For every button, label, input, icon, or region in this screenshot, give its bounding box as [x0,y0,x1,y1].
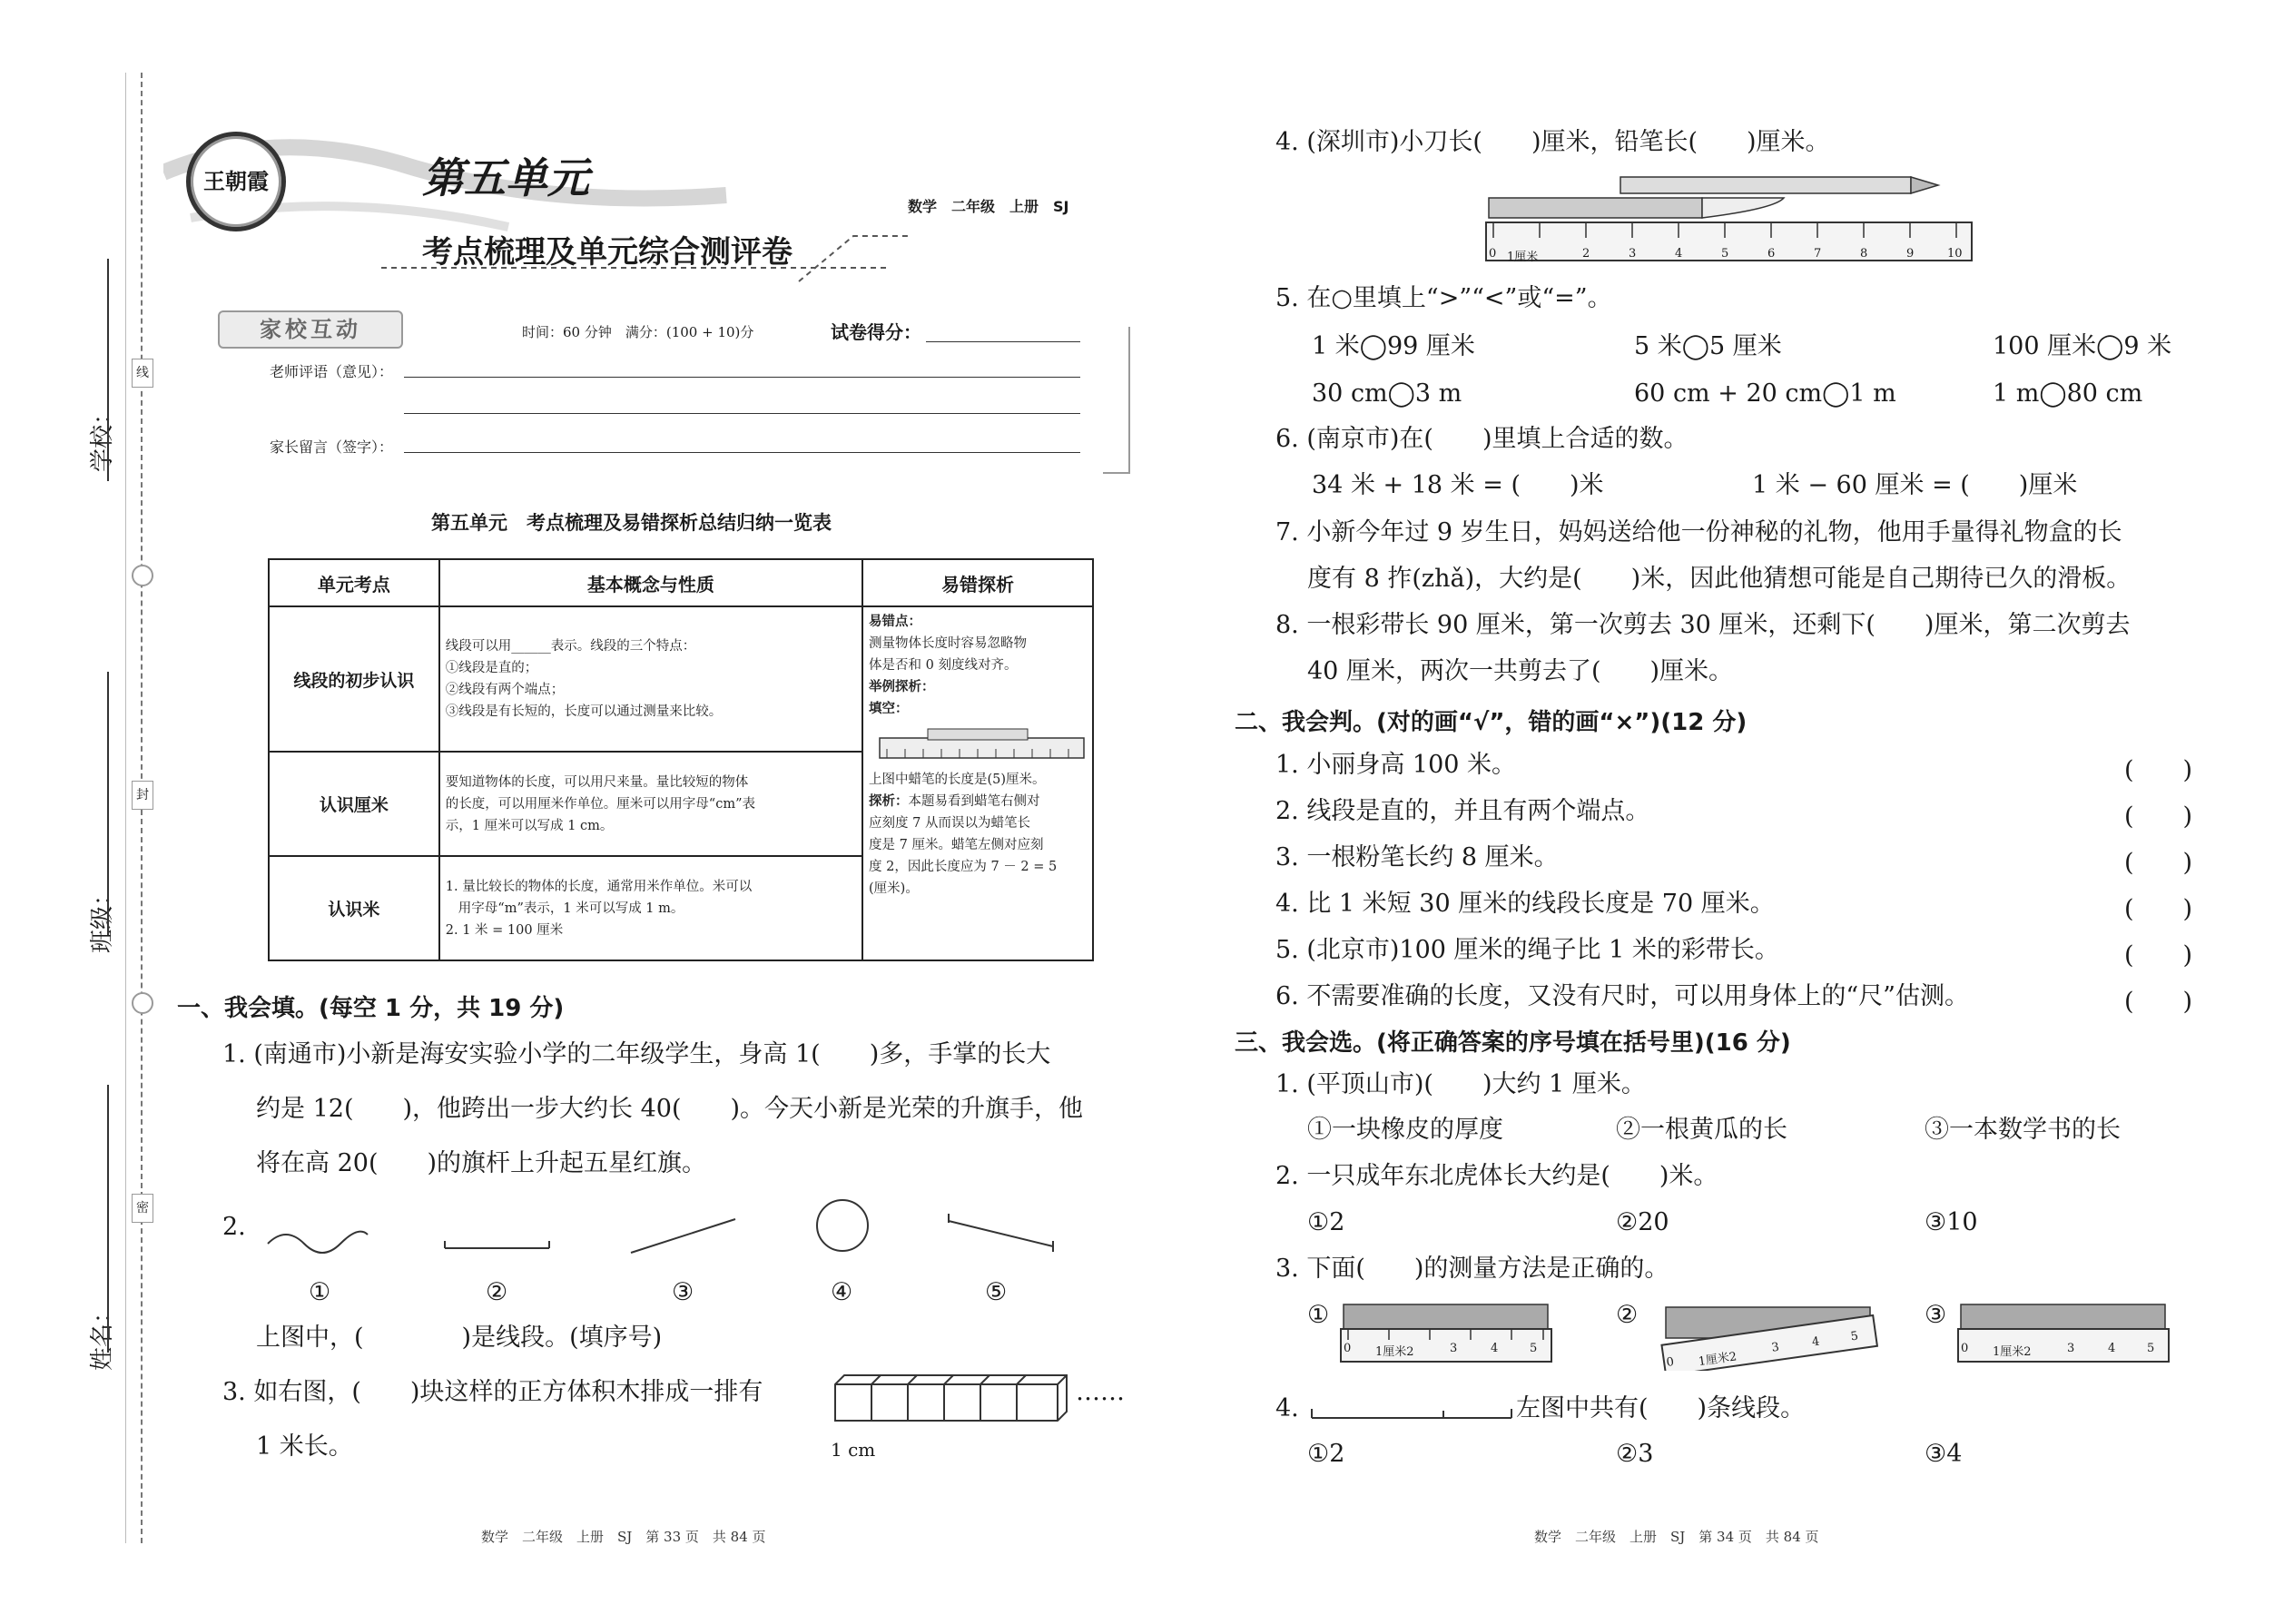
s1-q3-unit: 1 cm [831,1439,876,1461]
fig-label-4: ④ [831,1278,853,1306]
s1-q7-line2: 度有 8 拃(zhǎ)，大约是( )米，因此他猜想可能是自己期待已久的滑板。 [1307,565,2132,593]
book-info: 数学 二年级 上册 SJ [908,198,1069,215]
class-line [107,672,109,935]
s1-q3-dots: …… [1076,1378,1125,1406]
segment-count-figure [1307,1398,1516,1425]
segment-figure-2 [949,1214,1053,1252]
error-analysis: 易错点： 测量物体长度时容易忽略物 体是否和 0 刻度线对齐。 举例探析： 填空： 上图中蜡笔的长度是(5)厘米。 探析：本题易看到蜡笔右侧对 应刻度 7 从而误以为蜡笔长 度是 7 厘米。蜡笔左侧对应刻 度 2，因此长度应为 7 － 2 = 5 (厘米)。 [862,606,1093,960]
time-score: 时间：60 分钟 满分：(100 + 10)分 [522,324,754,340]
summary-title: 第五单元 考点梳理及易错探析总结归纳一览表 [431,512,832,534]
section1-title: 一、我会填。(每空 1 分，共 19 分) [177,995,565,1022]
s1-q5-item4: 30 cm◯3 m [1312,379,1462,408]
s3-q3-label2: ② [1616,1301,1639,1329]
s3-q4: 左图中共有( )条线段。 [1516,1394,1806,1422]
s2-bracket-6[interactable]: ( ) [2124,988,2193,1016]
footer-left: 数学 二年级 上册 SJ 第 33 页 共 84 页 [481,1529,766,1545]
summary-table [268,558,1094,961]
s3-q3-label1: ① [1307,1301,1330,1329]
s3-q3: 3. 下面( )的测量方法是正确的。 [1275,1255,1669,1283]
class-label: 班级： [89,881,116,953]
seal-mark-1: 线 [132,359,153,388]
s1-q2-text: 上图中，( )是线段。(填序号) [256,1324,663,1352]
s2-bracket-3[interactable]: ( ) [2124,849,2193,877]
s1-q3-line2: 1 米长。 [256,1432,353,1461]
cube-row-figure [831,1371,1076,1425]
logo-seal [186,132,286,231]
kp-segment: 线段的初步认识 [269,606,439,752]
s2-item1: 1. 小丽身高 100 米。 [1275,751,1517,779]
s1-q7-line1: 7. 小新今年过 9 岁生日，妈妈送给他一份神秘的礼物，他用手量得礼物盒的长 [1275,518,2122,546]
s3-q1-opt2: ②一根黄瓜的长 [1616,1116,1787,1144]
s3-q4-opt1: ①2 [1307,1440,1345,1468]
ruler3-ticks: 0 1厘米2 3 4 5 [1961,1342,2155,1359]
s1-q4: 4. (深圳市)小刀长( )厘米，铅笔长( )厘米。 [1275,128,1830,156]
s1-q2-num: 2. [222,1213,246,1241]
concept-centimeter: 要知道物体的长度，可以用尺来量。量比较短的物体 的长度，可以用厘米作单位。厘米可以用字母“cm”表 示，1 厘米可以写成 1 cm。 [439,752,862,856]
subtitle: 考点梳理及单元综合测评卷 [422,234,793,271]
s1-q5-item2: 5 米◯5 厘米 [1634,332,1782,360]
knife-pencil-ruler [1484,172,1979,268]
s2-item6: 6. 不需要准确的长度，又没有尺时，可以用身体上的“尺”估测。 [1275,982,1969,1010]
s3-q3-label3: ③ [1925,1301,1947,1329]
score-line [926,341,1080,342]
s1-q3-line1: 3. 如右图，( )块这样的正方体积木排成一排有 [222,1378,763,1406]
s1-q8-line1: 8. 一根彩带长 90 厘米，第一次剪去 30 厘米，还剩下( )厘米，第二次剪去 [1275,611,2131,639]
header-unit-point: 单元考点 [269,559,439,606]
kp-centimeter: 认识厘米 [269,752,439,856]
unit-title: 第五单元 [422,153,589,202]
s3-q1-opt1: ①一块橡皮的厚度 [1307,1116,1503,1144]
name-label: 姓名： [89,1299,116,1371]
s1-q5-item5: 60 cm + 20 cm◯1 m [1634,379,1896,408]
s1-q6: 6. (南京市)在( )里填上合适的数。 [1275,425,1689,453]
school-line [107,259,109,481]
s3-q2-opt2: ②20 [1616,1208,1669,1236]
fig-label-2: ② [486,1278,508,1306]
name-line [107,1085,109,1353]
concept-segment: 线段可以用______表示。线段的三个特点： ①线段是直的； ②线段有两个端点； ③线段是有长短的，长度可以通过测量来比较。 [439,606,862,752]
s3-q2-opt1: ①2 [1307,1208,1345,1236]
s3-q2: 2. 一只成年东北虎体长大约是( )米。 [1275,1162,1718,1190]
seal-circle-2 [132,992,153,1014]
s3-q4-num: 4. [1275,1394,1299,1422]
s2-bracket-4[interactable]: ( ) [2124,895,2193,923]
fig-label-5: ⑤ [985,1278,1008,1306]
kp-meter: 认识米 [269,856,439,960]
seal-mark-2: 封 [132,781,153,810]
s3-q2-opt3: ③10 [1925,1208,1978,1236]
s1-q5: 5. 在○里填上“>”“<”或“=”。 [1275,284,1612,312]
s1-q5-item1: 1 米◯99 厘米 [1312,332,1475,360]
section2-title: 二、我会判。(对的画“√”，错的画“×”)(12 分) [1235,709,1748,736]
ruler2-ticks: 0 1厘米2 3 4 5 [1665,1329,1860,1370]
header-error: 易错探析 [862,559,1093,606]
s3-q4-opt2: ②3 [1616,1440,1654,1468]
home-school-badge [218,310,403,349]
s3-q4-opt3: ③4 [1925,1440,1963,1468]
s2-item5: 5. (北京市)100 厘米的绳子比 1 米的彩带长。 [1275,936,1779,964]
footer-right: 数学 二年级 上册 SJ 第 34 页 共 84 页 [1534,1529,1819,1545]
s2-item4: 4. 比 1 米短 30 厘米的线段长度是 70 厘米。 [1275,890,1775,918]
s1-q5-item3: 100 厘米◯9 米 [1993,332,2172,360]
s2-item2: 2. 线段是直的，并且有两个端点。 [1275,797,1650,825]
s2-bracket-2[interactable]: ( ) [2124,802,2193,831]
crayon-ruler-figure [878,723,1087,763]
s1-q1-line3: 将在高 20( )的旗杆上升起五星红旗。 [256,1149,707,1177]
s2-bracket-1[interactable]: ( ) [2124,756,2193,784]
s1-q1-line1: 1. (南通市)小新是海安实验小学的二年级学生，身高 1( )多，手掌的长大 [222,1040,1051,1068]
school-label: 学校： [89,400,116,472]
parent-line [404,452,1080,453]
comment-bracket [1103,327,1130,474]
s3-q1: 1. (平顶山市)( )大约 1 厘米。 [1275,1070,1646,1098]
concept-meter: 1. 量比较长的物体的长度，通常用米作单位。米可以 用字母“m”表示，1 米可以写成 1 m。 2. 1 米 = 100 厘米 [439,856,862,960]
seal-circle-1 [132,565,153,586]
s3-q1-opt3: ③一本数学书的长 [1925,1116,2121,1144]
logo-text: 王朝霞 [203,168,269,194]
curve-figure [268,1232,368,1253]
s2-bracket-5[interactable]: ( ) [2124,941,2193,969]
header-concept: 基本概念与性质 [439,559,862,606]
fig-label-3: ③ [672,1278,694,1306]
score-label: 试卷得分： [831,321,921,343]
s1-q6-item1: 34 米 + 18 米 = ( )米 [1312,471,1604,499]
section3-title: 三、我会选。(将正确答案的序号填在括号里)(16 分) [1235,1029,1791,1057]
fig-label-1: ① [309,1278,331,1306]
s1-q6-item2: 1 米 − 60 厘米 = ( )厘米 [1752,471,2078,499]
s1-q8-line2: 40 厘米，两次一共剪去了( )厘米。 [1307,657,1734,685]
segment-figure [445,1241,549,1248]
parent-comment-label: 家长留言（签字）： [270,438,394,456]
s1-q5-item6: 1 m◯80 cm [1993,379,2143,408]
teacher-line-1 [404,377,1080,378]
home-school-text: 家校互动 [260,317,361,342]
s2-item3: 3. 一根粉笔长约 8 厘米。 [1275,843,1559,871]
seal-mark-3: 密 [132,1194,153,1223]
line-figure [631,1219,735,1253]
s1-q2-figures [254,1194,1071,1284]
s1-q1-line2: 约是 12( )，他跨出一步大约长 40( )。今天小新是光荣的升旗手，他 [256,1095,1084,1123]
teacher-line-2 [404,413,1080,414]
teacher-comment-label: 老师评语（意见）： [270,363,394,380]
ruler1-ticks: 0 1厘米2 3 4 5 [1344,1342,1538,1359]
binding-solid-line [125,73,126,1543]
circle-figure [817,1200,868,1251]
